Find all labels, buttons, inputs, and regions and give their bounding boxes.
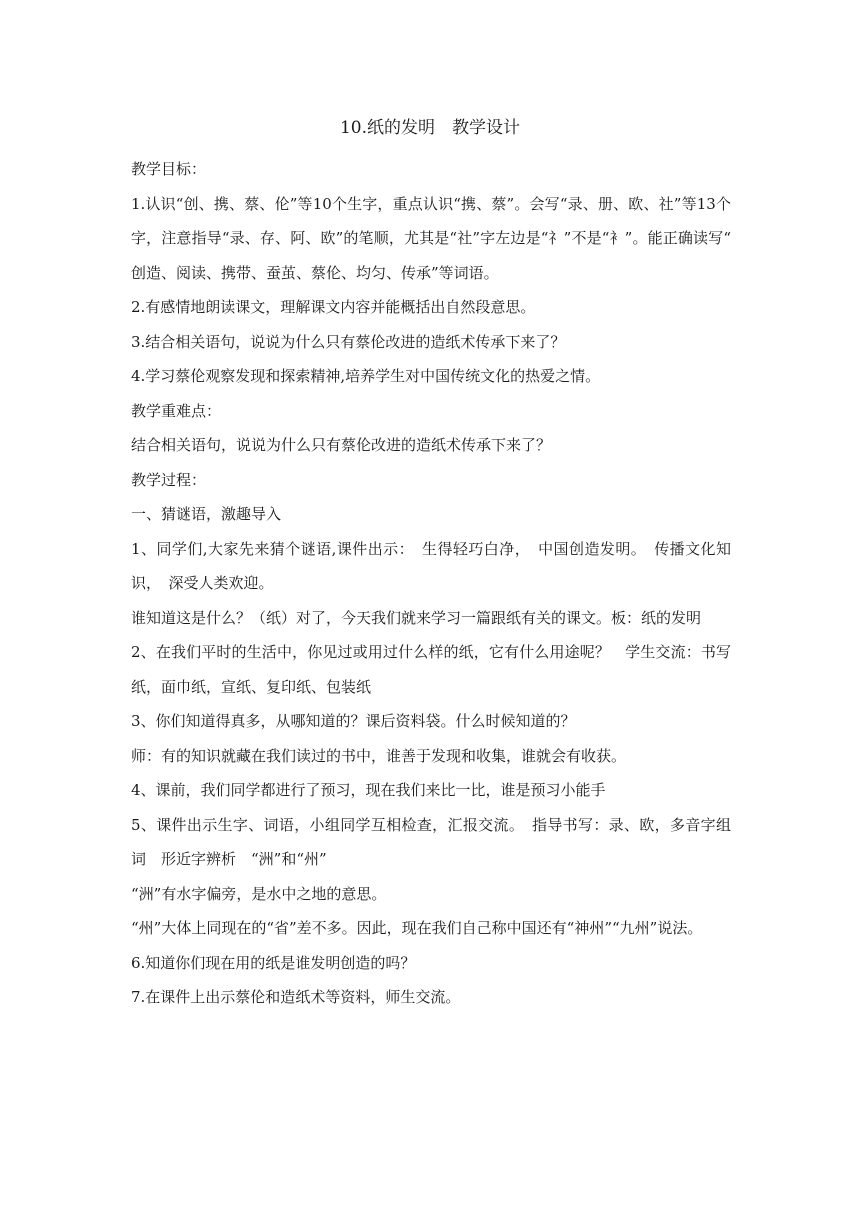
objective-item-4: 4.学习蔡伦观察发现和探索精神,培养学生对中国传统文化的热爱之情。 bbox=[131, 367, 601, 385]
process-step-heading: 一、猜谜语，激趣导入 bbox=[131, 505, 282, 523]
key-points-text: 结合相关语句，说说为什么只有蔡伦改进的造纸术传承下来了？ bbox=[131, 436, 552, 454]
document-title: 10.纸的发明 教学设计 bbox=[339, 118, 521, 138]
objective-item-1: 1.认识“创、携、蔡、伦”等10个生字，重点认识“携、蔡”。会写“录、册、欧、社”等13个字，注意指导“录、存、阿、欧”的笔顺，尤其是“社”字左边是“礻”不是“衤”。能正确读写“ 创造、阅读、携带、蚕茧、蔡伦、均匀、传承”等词语。 bbox=[131, 194, 747, 282]
process-paragraph: 谁知道这是什么？（纸）对了，今天我们就来学习一篇跟纸有关的课文。板：纸的发明 bbox=[131, 608, 702, 627]
process-paragraph: 6.知道你们现在用的纸是谁发明创造的吗？ bbox=[131, 953, 416, 972]
objective-item-2: 2.有感情地朗读课文，理解课文内容并能概括出自然段意思。 bbox=[131, 298, 536, 316]
document-body bbox=[131, 152, 747, 1015]
section-heading-objectives: 教学目标： bbox=[131, 160, 207, 178]
section-heading-process: 教学过程： bbox=[131, 470, 207, 489]
process-paragraph: “州”大体上同现在的“省”差不多。因此，现在我们自己称中国还有“神州”“九州”说法。 bbox=[131, 919, 703, 937]
process-paragraph: 师：有的知识就藏在我们读过的书中，谁善于发现和收集，谁就会有收获。 bbox=[131, 746, 627, 765]
process-paragraph: 3、你们知道得真多，从哪知道的？课后资料袋。什么时候知道的？ bbox=[131, 712, 576, 730]
objective-item-3: 3.结合相关语句，说说为什么只有蔡伦改进的造纸术传承下来了？ bbox=[131, 332, 566, 351]
process-paragraph: 2、在我们平时的生活中，你见过或用过什么样的纸，它有什么用途呢？ 学生交流：书写纸，面巾纸，宣纸、复印纸、包装纸 bbox=[131, 643, 731, 696]
process-paragraph: 5、课件出示生字、词语，小组同学互相检查，汇报交流。 指导书写：录、欧，多音字组词 形近字辨析 “洲”和“州” bbox=[131, 815, 731, 868]
process-paragraph: 4、课前，我们同学都进行了预习，现在我们来比一比，谁是预习小能手 bbox=[131, 781, 606, 799]
process-paragraph: “洲”有水字偏旁，是水中之地的意思。 bbox=[131, 884, 387, 903]
process-paragraph: 7.在课件上出示蔡伦和造纸术等资料，师生交流。 bbox=[131, 988, 461, 1006]
process-paragraph: 1、同学们,大家先来猜个谜语,课件出示： 生得轻巧白净， 中国创造发明。 传播文化知识， 深受人类欢迎。 bbox=[131, 539, 731, 592]
section-heading-key-points: 教学重难点： bbox=[131, 401, 222, 420]
